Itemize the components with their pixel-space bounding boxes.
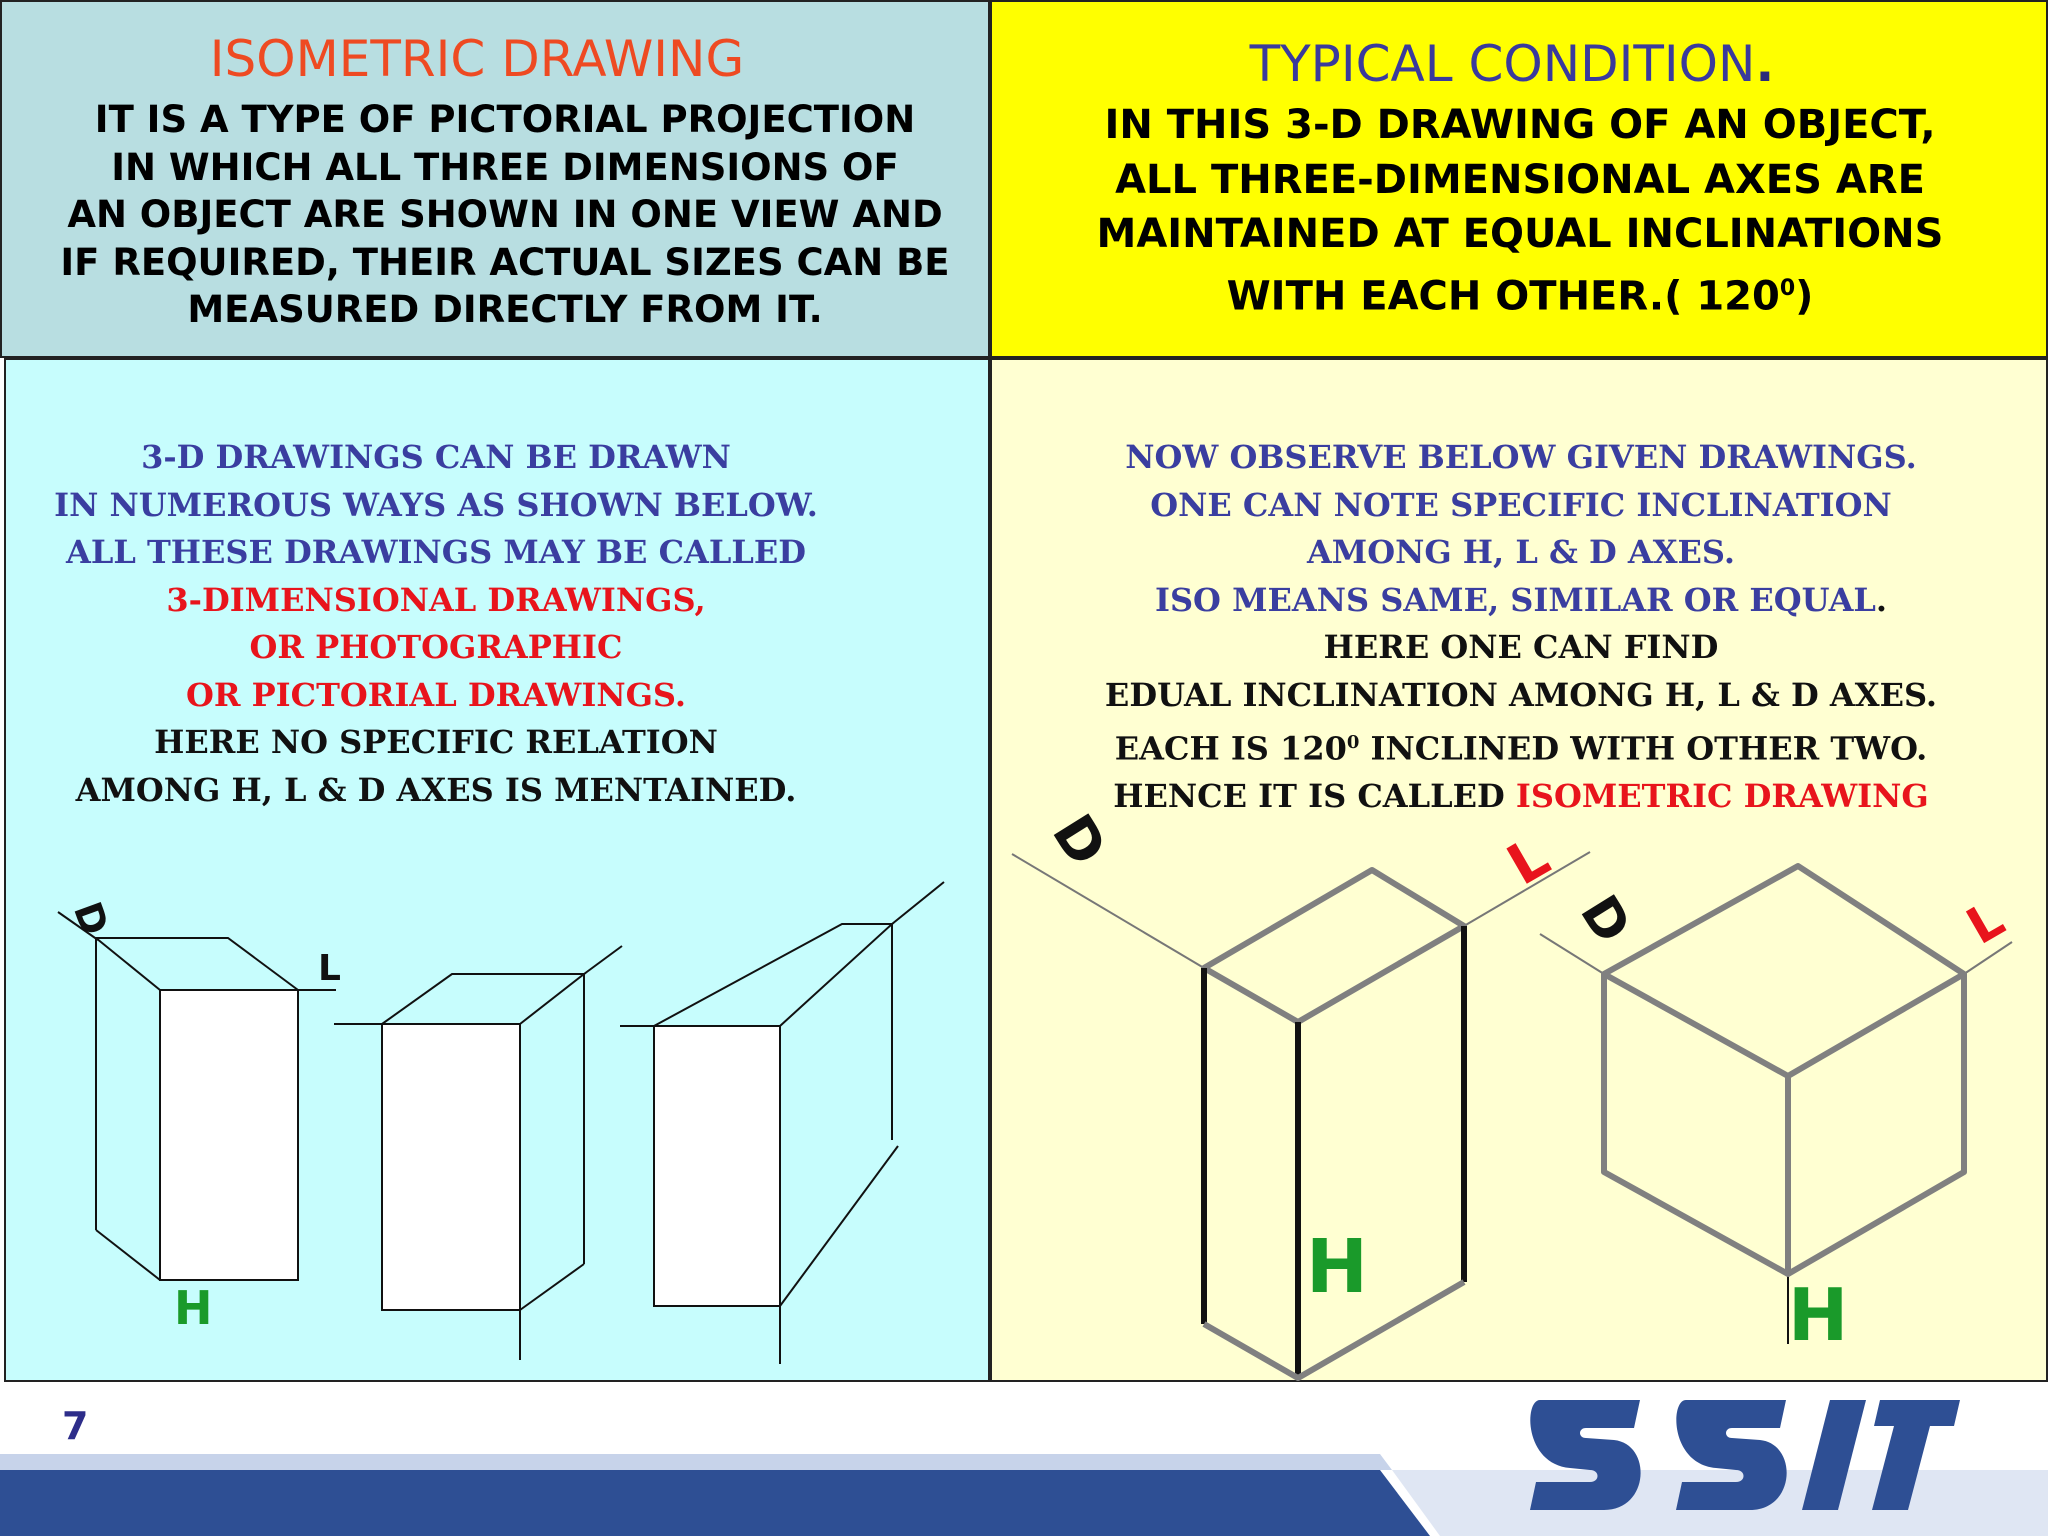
footer-stripe-dark <box>0 1470 1430 1536</box>
iso-meaning-text: ISO MEANS SAME, SIMILAR OR EQUAL <box>1154 580 1876 619</box>
hence-called-text: HENCE IT IS CALLED <box>1113 777 1516 816</box>
cube-d-label: D <box>1568 885 1642 954</box>
typical-condition-panel <box>990 0 2048 358</box>
definition-line: IT IS A TYPE OF PICTORIAL PROJECTION <box>94 98 916 141</box>
box2-top-face <box>382 974 584 1024</box>
definition-panel <box>0 0 990 358</box>
prism-l-label: L <box>1496 824 1561 899</box>
box3-top-face <box>654 924 892 1026</box>
typical-condition-text <box>1000 98 2040 323</box>
box1-front-face <box>160 990 298 1280</box>
pictorial-line: OR PHOTOGRAPHIC <box>249 628 623 666</box>
typical-condition-title <box>992 35 2032 93</box>
isometric-prism <box>1012 852 1590 1378</box>
box3-d-axis <box>892 882 944 924</box>
isometric-line: HERE ONE CAN FIND <box>1323 628 1719 666</box>
cube-h-label: H <box>1788 1273 1849 1357</box>
degree-superscript: 0 <box>1779 275 1796 301</box>
definition-line: IN WHICH ALL THREE DIMENSIONS OF <box>111 145 899 189</box>
isometric-line: EDUAL INCLINATION AMONG H, L & D AXES. <box>1104 675 1938 714</box>
box1-top-face <box>96 938 298 990</box>
degree-superscript: 0 <box>1346 732 1360 753</box>
isometric-drawing-title: ISOMETRIC DRAWING <box>209 30 745 88</box>
isometric-drawing-highlight: ISOMETRIC DRAWING <box>1515 777 1929 816</box>
box2-bottom-edge <box>520 1264 584 1310</box>
title-dot: . <box>1755 35 1775 93</box>
prism-top-face <box>1204 870 1464 1022</box>
box3-front-face <box>654 1026 780 1306</box>
oblique-box-2 <box>334 946 622 1360</box>
cube-l-label: L <box>1957 889 2014 956</box>
prism-d-axis <box>1012 854 1204 968</box>
definition-text <box>10 96 1000 334</box>
condition-line: ALL THREE-DIMENSIONAL AXES ARE <box>1115 156 1925 203</box>
pictorial-line: AMONG H, L & D AXES IS MENTAINED. <box>75 770 797 809</box>
isometric-figures-drawing <box>992 360 2048 1384</box>
pictorial-line: HERE NO SPECIFIC RELATION <box>154 723 718 761</box>
condition-close-paren: ) <box>1795 272 1814 319</box>
prism-h-label: H <box>1306 1224 1368 1310</box>
prism-d-label: D <box>1039 803 1119 878</box>
isometric-drawings-panel <box>990 358 2048 1382</box>
pictorial-line: 3-DIMENSIONAL DRAWINGS, <box>166 580 706 619</box>
logo-s2 <box>1676 1400 1787 1510</box>
pictorial-boxes-drawing <box>6 360 992 1384</box>
pictorial-drawings-panel <box>4 358 990 1382</box>
box1-l-label: L <box>318 948 341 989</box>
ssit-logo <box>1530 1400 1960 1510</box>
footer-band <box>0 1382 2048 1536</box>
pictorial-line: OR PICTORIAL DRAWINGS. <box>186 675 686 714</box>
condition-line: MAINTAINED AT EQUAL INCLINATIONS <box>1096 211 1944 257</box>
pictorial-line: 3-D DRAWINGS CAN BE DRAWN <box>141 438 731 476</box>
logo-s1 <box>1530 1400 1641 1510</box>
oblique-box-1 <box>58 912 336 1280</box>
cube-top-face <box>1604 866 1964 1076</box>
iso-meaning-period: . <box>1875 580 1888 619</box>
definition-line: AN OBJECT ARE SHOWN IN ONE VIEW AND <box>67 193 943 236</box>
box2-d-axis <box>584 946 622 974</box>
definition-line: IF REQUIRED, THEIR ACTUAL SIZES CAN BE <box>60 240 950 284</box>
definition-line: MEASURED DIRECTLY FROM IT. <box>187 288 823 331</box>
oblique-box-3 <box>620 882 944 1364</box>
condition-line <box>1000 262 2040 324</box>
page-number: 7 <box>62 1404 89 1448</box>
box1-bottom-edge <box>96 1230 160 1280</box>
isometric-line: AMONG H, L & D AXES. <box>1306 533 1736 571</box>
footer-stripe-light <box>0 1454 1392 1470</box>
pictorial-line: IN NUMEROUS WAYS AS SHOWN BELOW. <box>54 485 818 524</box>
each-inclined-text-b: INCLINED WITH OTHER TWO. <box>1359 729 1928 768</box>
isometric-line: ONE CAN NOTE SPECIFIC INCLINATION <box>1150 485 1892 524</box>
typical-condition-title-text: TYPICAL CONDITION <box>1249 35 1756 93</box>
condition-line: IN THIS 3-D DRAWING OF AN OBJECT, <box>1104 102 1936 148</box>
box1-d-label: D <box>64 896 118 941</box>
cube-outline <box>1604 974 1964 1274</box>
isometric-line: NOW OBSERVE BELOW GIVEN DRAWINGS. <box>1125 438 1917 476</box>
box2-front-face <box>382 1024 520 1310</box>
pictorial-line: ALL THESE DRAWINGS MAY BE CALLED <box>65 533 806 571</box>
each-inclined-text-a: EACH IS 120 <box>1114 729 1347 768</box>
box3-bottom-edge <box>780 1146 898 1306</box>
box1-h-label: H <box>174 1281 213 1335</box>
condition-last-line: WITH EACH OTHER.( 120 <box>1226 272 1780 319</box>
